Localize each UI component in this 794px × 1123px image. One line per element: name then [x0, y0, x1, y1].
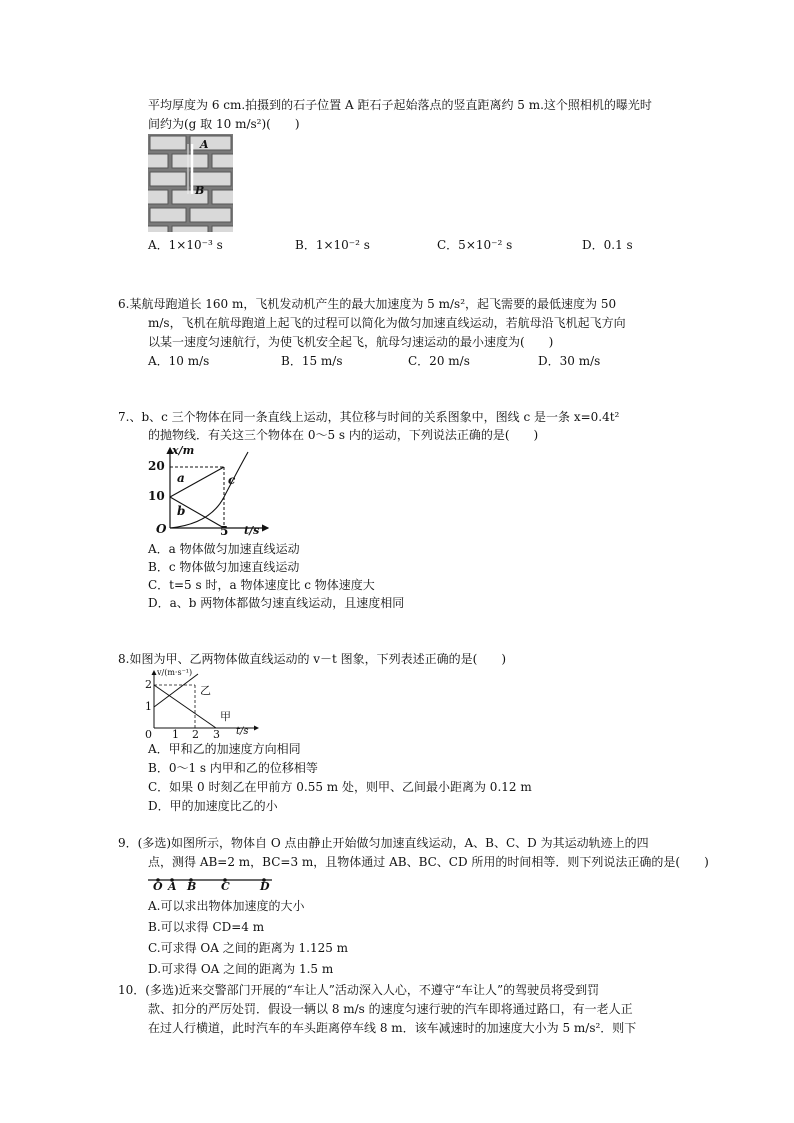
q7-option-b[interactable]: B．c 物体做匀加速直线运动: [148, 560, 300, 574]
q8-x-tick-0: 0: [145, 728, 152, 741]
q8-curve-label-jia: 甲: [220, 710, 231, 723]
q5-option-b[interactable]: B．1×10⁻² s: [295, 238, 370, 252]
q7-x-tick-5: 5: [220, 524, 229, 538]
q7-y-axis-label: x/m: [172, 444, 195, 457]
q9-option-d[interactable]: D.可求得 OA 之间的距离为 1.5 m: [148, 962, 334, 976]
q8-option-b[interactable]: B．0～1 s 内甲和乙的位移相等: [148, 761, 318, 775]
q8-x-tick-2: 2: [192, 728, 199, 741]
q9-point-o: O: [153, 880, 163, 893]
q8-vt-graph: [140, 668, 265, 740]
q5-text-line-2: 间约为(g 取 10 m/s²)( ): [148, 117, 300, 131]
q6-option-c[interactable]: C．20 m/s: [408, 354, 470, 368]
photo-label-a: A: [200, 138, 209, 151]
q8-option-d[interactable]: D．甲的加速度比乙的小: [148, 799, 278, 813]
q7-text-line-2: 的抛物线．有关这三个物体在 0～5 s 内的运动，下列说法正确的是( ): [148, 428, 539, 442]
q8-x-tick-1: 1: [172, 728, 179, 741]
q7-x-axis-label: t/s: [244, 524, 260, 537]
q8-curve-label-yi: 乙: [200, 684, 211, 697]
photo-label-b: B: [195, 184, 205, 197]
q9-option-a[interactable]: A.可以求出物体加速度的大小: [148, 899, 305, 913]
q9-point-b: B: [187, 880, 197, 893]
q8-option-c[interactable]: C．如果 0 时刻乙在甲前方 0.55 m 处，则甲、乙间最小距离为 0.12 m: [148, 780, 532, 794]
q9-track-diagram: [146, 874, 276, 896]
q8-option-a[interactable]: A．甲和乙的加速度方向相同: [148, 742, 301, 756]
q5-brick-photo: [148, 134, 233, 232]
q5-option-a[interactable]: A．1×10⁻³ s: [148, 238, 223, 252]
q7-curve-label-a: a: [177, 471, 185, 485]
q7-option-a[interactable]: A．a 物体做匀加速直线运动: [148, 542, 300, 556]
q10-text-line-3: 在过人行横道，此时汽车的车头距离停车线 8 m．该车减速时的加速度大小为 5 m/s²．则下: [148, 1021, 637, 1035]
q5-option-d[interactable]: D．0.1 s: [582, 238, 633, 252]
q6-option-b[interactable]: B．15 m/s: [281, 354, 343, 368]
q8-y-tick-2: 2: [145, 678, 152, 691]
q10-text-line-1: 10．(多选)近来交警部门开展的“车让人”活动深入人心，不遵守“车让人”的驾驶员将受到罚: [118, 983, 600, 997]
q10-text-line-2: 款、扣分的严厉处罚．假设一辆以 8 m/s 的速度匀速行驶的汽车即将通过路口，有一老人正: [148, 1002, 633, 1016]
q7-xt-graph: [140, 444, 280, 539]
q7-curve-label-b: b: [177, 504, 186, 518]
q9-point-a: A: [168, 880, 177, 893]
q9-point-c: C: [221, 880, 230, 893]
q7-curve-label-c: c: [228, 473, 236, 487]
q9-point-d: D: [260, 880, 270, 893]
q7-origin-label: O: [156, 522, 167, 536]
q6-text-line-1: 6.某航母跑道长 160 m，飞机发动机产生的最大加速度为 5 m/s²，起飞需要的最低速度为 50: [118, 297, 617, 311]
q7-y-tick-20: 20: [148, 459, 165, 473]
q9-text-line-2: 点，测得 AB=2 m，BC=3 m，且物体通过 AB、BC、CD 所用的时间相等．则下列说法正确的是( ): [148, 855, 709, 869]
q5-text-line-1: 平均厚度为 6 cm.拍摄到的石子位置 A 距石子起始落点的竖直距离约 5 m.这个照相机的曝光时: [148, 98, 652, 112]
q6-text-line-3: 以某一速度匀速航行，为使飞机安全起飞，航母匀速运动的最小速度为( ): [148, 335, 554, 349]
q5-option-c[interactable]: C．5×10⁻² s: [437, 238, 513, 252]
q8-x-tick-3: 3: [213, 728, 220, 741]
q8-text-line-1: 8.如图为甲、乙两物体做直线运动的 v－t 图象，下列表述正确的是( ): [118, 652, 507, 666]
q8-x-axis-label: t/s: [236, 726, 249, 737]
q9-option-c[interactable]: C.可求得 OA 之间的距离为 1.125 m: [148, 941, 349, 955]
q9-text-line-1: 9．(多选)如图所示，物体自 O 点由静止开始做匀加速直线运动，A、B、C、D 为其运动轨迹上的四: [118, 836, 649, 850]
q8-y-axis-label: v/(m·s⁻¹): [157, 668, 193, 677]
q6-option-d[interactable]: D．30 m/s: [538, 354, 601, 368]
q8-y-tick-1: 1: [145, 700, 152, 713]
q6-option-a[interactable]: A．10 m/s: [148, 354, 210, 368]
q7-option-c[interactable]: C．t=5 s 时，a 物体速度比 c 物体速度大: [148, 578, 375, 592]
q6-text-line-2: m/s，飞机在航母跑道上起飞的过程可以简化为做匀加速直线运动，若航母沿飞机起飞方向: [148, 316, 626, 330]
q7-option-d[interactable]: D．a、b 两物体都做匀速直线运动，且速度相同: [148, 596, 405, 610]
q7-y-tick-10: 10: [148, 489, 165, 503]
q9-option-b[interactable]: B.可以求得 CD=4 m: [148, 920, 265, 934]
q7-text-line-1: 7.、b、c 三个物体在同一条直线上运动，其位移与时间的关系图象中，图线 c 是一条 x=0.4t²: [118, 410, 620, 424]
